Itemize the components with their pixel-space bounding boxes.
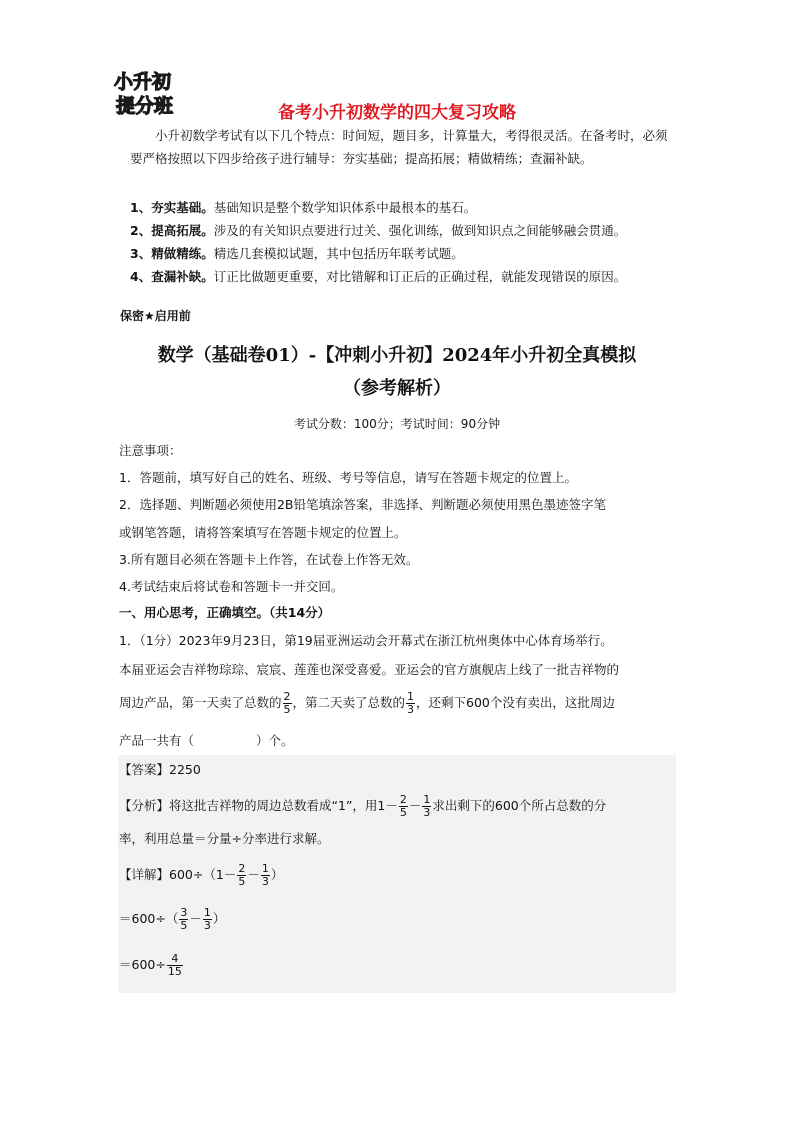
exam-subtitle: （参考解析）	[343, 378, 451, 399]
question-text: ）个。	[256, 733, 294, 748]
strategy-point-3	[130, 242, 690, 265]
strategy-point-1	[130, 196, 690, 219]
strategy-point-head: 4、查漏补缺。	[130, 269, 214, 284]
note-item: 4.考试结束后将试卷和答题卡一并交回。	[119, 579, 344, 594]
minus-sign: －	[408, 798, 422, 813]
fraction-denominator: 15	[167, 965, 182, 978]
intro-paragraph: 小升初数学考试有以下几个特点：时间短，题目多，计算量大，考得很灵活。在备考时，必须要严格按照以下四步给孩子进行辅导：夯实基础；提高拓展；精做精练；查漏补缺。	[130, 128, 668, 166]
question-line-1: 1．（1分）2023年9月23日，第19届亚洲运动会开幕式在浙江杭州奥体中心体育场举行。	[119, 633, 613, 648]
strategy-point-text: 订正比做题更重要，对比错解和订正后的正确过程，就能发现错误的原因。	[213, 269, 627, 284]
notes-heading: 注意事项：	[119, 443, 182, 458]
analysis-text: 将这批吉祥物的周边总数看成“1”，用1－	[169, 798, 398, 813]
fraction-two-fifths	[237, 863, 246, 888]
logo-line-2: 提分班	[116, 95, 174, 117]
fraction-numerator: 2	[283, 690, 291, 703]
strategy-point-text: 涉及的有关知识点要进行过关、强化训练，做到知识点之间能够融会贯通。	[213, 223, 627, 238]
note-item: 1．答题前，填写好自己的姓名、班级、考号等信息，请写在答题卡规定的位置上。	[119, 470, 577, 485]
detail-label: 【详解】	[119, 867, 170, 882]
fraction-numerator: 1	[423, 793, 431, 806]
detail-text: ＝600÷（	[119, 911, 179, 926]
fraction-denominator: 5	[180, 919, 188, 932]
header-title: 备考小升初数学的四大复习攻略	[278, 103, 516, 123]
fraction-denominator: 3	[407, 703, 415, 716]
detail-step-3	[119, 950, 689, 980]
note-item: 3.所有题目必须在答题卡上作答，在试卷上作答无效。	[119, 552, 419, 567]
detail-text: ）	[212, 911, 226, 926]
strategy-point-2	[130, 219, 690, 242]
fraction-numerator: 4	[167, 953, 183, 966]
fraction-denominator: 5	[399, 806, 407, 819]
question-line-2: 本届亚运会吉祥物琮琮、宸宸、莲莲也深受喜爱。亚运会的官方旗舰店上线了一批吉祥物的	[119, 662, 620, 677]
question-text: ，还剩下600个没有卖出，这批周边	[416, 695, 615, 710]
strategy-point-head: 2、提高拓展。	[130, 223, 214, 238]
detail-step-1	[119, 860, 689, 890]
detail-text: ＝600÷	[119, 957, 166, 972]
answer-label: 【答案】	[119, 762, 170, 777]
fraction-denominator: 5	[283, 703, 291, 716]
question-line-4	[119, 731, 689, 749]
fraction-two-fifths	[399, 794, 408, 819]
question-text: ，第二天卖了总数的	[292, 695, 406, 710]
answer-line	[119, 760, 689, 778]
fraction-denominator: 3	[261, 875, 269, 888]
analysis-line	[119, 791, 689, 821]
note-item: 或钢笔答题，请将答案填写在答题卡规定的位置上。	[119, 525, 407, 540]
strategy-point-text: 精选几套模拟试题，其中包括历年联考试题。	[213, 246, 464, 261]
minus-sign: －	[247, 867, 260, 882]
question-text: 产品一共有（	[119, 733, 195, 748]
exam-meta: 考试分数：100分；考试时间：90分钟	[293, 417, 501, 431]
fraction-numerator: 2	[238, 862, 246, 875]
fraction-numerator: 1	[407, 690, 415, 703]
detail-text: ）	[270, 867, 284, 882]
fraction-one-third	[203, 907, 212, 932]
strategy-point-text: 基础知识是整个数学知识体系中最根本的基石。	[213, 200, 477, 215]
analysis-line-2: 率，利用总量＝分量÷分率进行求解。	[119, 831, 330, 846]
question-text: 周边产品，第一天卖了总数的	[119, 695, 282, 710]
detail-text: 600÷（1－	[169, 867, 237, 882]
fraction-four-fifteenths	[167, 953, 183, 978]
note-item: 2．选择题、判断题必须使用2B铅笔填涂答案，非选择、判断题必须使用黑色墨迹签字笔	[119, 497, 606, 512]
strategy-point-4	[130, 265, 690, 288]
fraction-denominator: 3	[423, 806, 431, 819]
fraction-one-third	[406, 691, 415, 716]
exam-title: 数学（基础卷01）-【冲刺小升初】2024年小升初全真模拟	[157, 345, 637, 366]
strategy-point-head: 3、精做精练。	[130, 246, 214, 261]
minus-sign: －	[189, 911, 202, 926]
fraction-numerator: 2	[399, 793, 407, 806]
fraction-denominator: 5	[238, 875, 246, 888]
detail-step-2	[119, 904, 689, 934]
fraction-numerator: 1	[261, 862, 269, 875]
fraction-two-fifths	[283, 691, 292, 716]
fraction-numerator: 1	[203, 906, 211, 919]
strategy-point-head: 1、夯实基础。	[130, 200, 214, 215]
fraction-denominator: 3	[203, 919, 211, 932]
logo-line-1: 小升初	[114, 71, 172, 93]
confidential-label: 保密★启用前	[120, 309, 191, 323]
fraction-one-third	[422, 794, 431, 819]
answer-value: 2250	[169, 762, 201, 777]
question-line-3	[119, 688, 689, 718]
analysis-label: 【分析】	[119, 798, 170, 813]
fraction-three-fifths	[179, 907, 188, 932]
fraction-one-third	[261, 863, 270, 888]
fraction-numerator: 3	[180, 906, 188, 919]
section-heading: 一、用心思考，正确填空。（共14分）	[119, 605, 331, 620]
analysis-text: 求出剩下的600个所占总数的分	[432, 798, 607, 813]
